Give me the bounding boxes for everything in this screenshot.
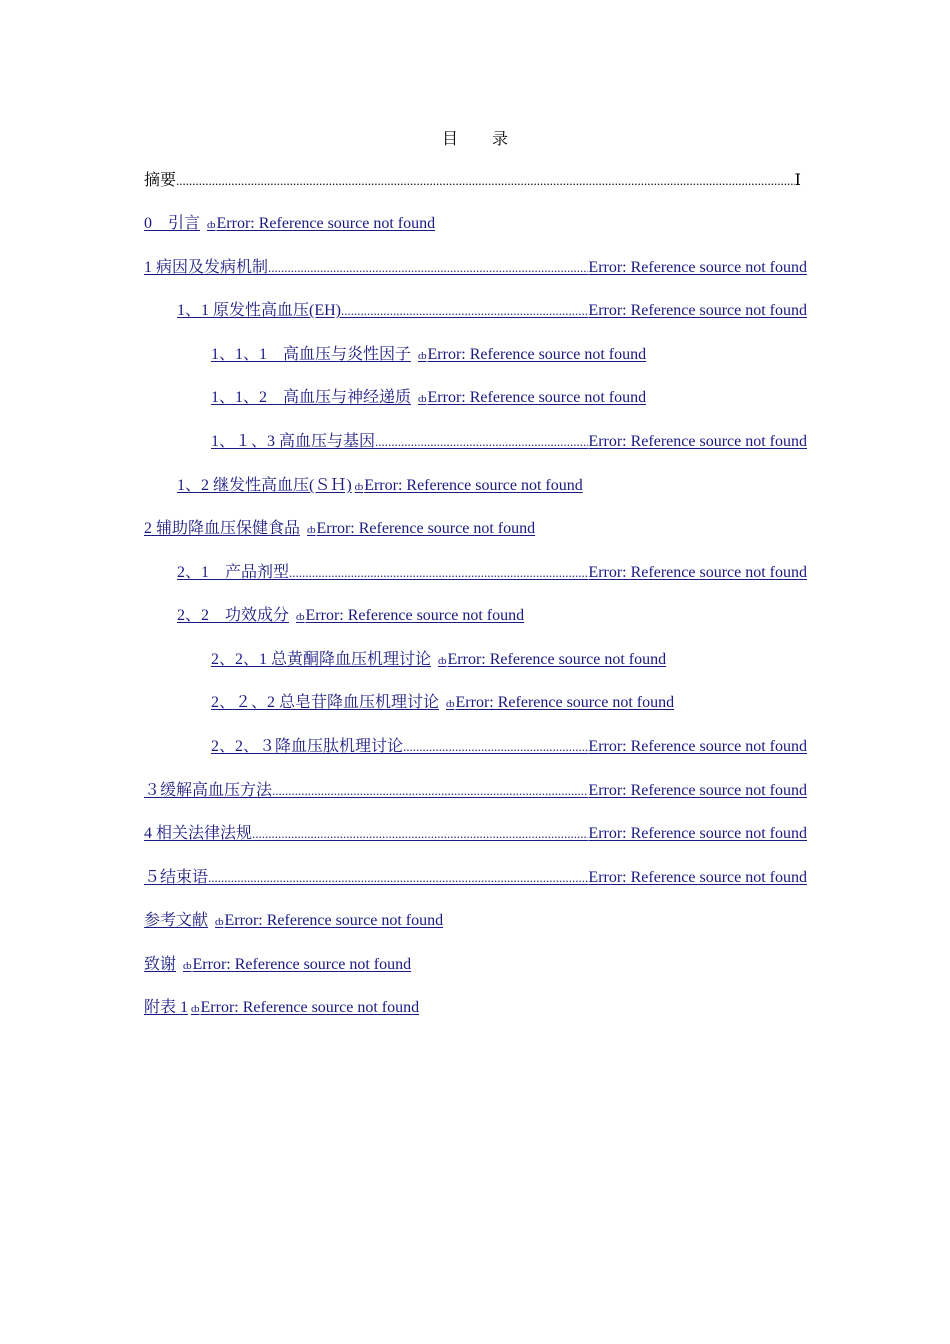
toc-anchor-mark: ȸ	[215, 916, 224, 928]
toc-entry-inflammatory-factors[interactable]	[211, 344, 646, 366]
toc-leader-dots	[375, 431, 588, 453]
toc-entry-appendix-table[interactable]	[144, 997, 419, 1019]
toc-entry-page: Error: Reference source not found	[192, 956, 412, 973]
toc-entry-page: Error: Reference source not found	[200, 999, 420, 1016]
toc-anchor-mark: ȸ	[207, 219, 216, 231]
toc-entry-primary-hypertension[interactable]	[177, 300, 807, 322]
toc-entry-regulations[interactable]	[144, 823, 807, 845]
toc-anchor-mark: ȸ	[191, 1003, 200, 1015]
toc-leader-dots	[252, 823, 588, 845]
toc-entry-peptides[interactable]	[211, 736, 807, 758]
toc-leader-dots	[289, 562, 588, 584]
toc-title-part2: 录	[492, 131, 509, 148]
toc-entry-secondary-hypertension[interactable]	[177, 475, 583, 497]
toc-entry-introduction[interactable]	[144, 213, 435, 235]
toc-entry-dosage-forms[interactable]	[177, 562, 807, 584]
toc-anchor-mark: ȸ	[354, 481, 364, 493]
toc-leader-dots	[341, 300, 588, 322]
toc-entry-label: 2、2、1 总黄酮降血压机理讨论	[211, 651, 432, 668]
toc-entry-label: 附表 1	[144, 999, 189, 1016]
toc-title	[0, 126, 950, 149]
toc-entry-label: 2、２、2 总皂苷降血压机理讨论	[211, 694, 440, 711]
toc-anchor-mark: ȸ	[307, 524, 316, 536]
toc-entry-page: Error: Reference source not found	[588, 259, 807, 276]
toc-entry-page: Error: Reference source not found	[427, 389, 647, 406]
toc-entry-label: ３缓解高血压方法	[144, 782, 273, 799]
toc-entry-page: Error: Reference source not found	[316, 520, 536, 537]
toc-entry-label: 参考文献	[144, 912, 209, 929]
toc-entry-health-foods[interactable]	[144, 518, 535, 540]
toc-entry-active-ingredients[interactable]	[177, 605, 524, 627]
toc-entry-label: 0 引言	[144, 215, 201, 232]
toc-entry-label: 2、1 产品剂型	[177, 564, 290, 581]
toc-entry-abstract[interactable]	[144, 170, 807, 192]
toc-anchor-mark: ȸ	[438, 655, 447, 667]
toc-entry-page: Error: Reference source not found	[588, 825, 807, 842]
toc-entry-label: 1、1、1 高血压与炎性因子	[211, 346, 412, 363]
toc-entry-saponins[interactable]	[211, 692, 674, 714]
toc-entry-page: Error: Reference source not found	[455, 694, 675, 711]
toc-entry-page: Error: Reference source not found	[588, 869, 807, 886]
toc-entry-page: Ⅰ	[794, 172, 801, 189]
toc-entry-page: Error: Reference source not found	[447, 651, 667, 668]
toc-anchor-mark: ȸ	[296, 611, 305, 623]
toc-leader-dots	[272, 780, 588, 802]
toc-entry-label: 1、１、3 高血压与基因	[211, 433, 376, 450]
toc-entry-label: 2、2、３降血压肽机理讨论	[211, 738, 404, 755]
toc-anchor-mark: ȸ	[183, 960, 192, 972]
toc-entry-page: Error: Reference source not found	[588, 738, 807, 755]
toc-entry-label: 1 病因及发病机制	[144, 259, 269, 276]
toc-entry-label: ５结束语	[144, 869, 209, 886]
toc-entry-page: Error: Reference source not found	[588, 782, 807, 799]
toc-anchor-mark: ȸ	[418, 350, 427, 362]
toc-entry-label: 1、1、2 高血压与神经递质	[211, 389, 412, 406]
toc-entry-label: 2、2 功效成分	[177, 607, 290, 624]
toc-entry-conclusion[interactable]	[144, 867, 807, 889]
toc-anchor-mark: ȸ	[418, 393, 427, 405]
toc-entry-page: Error: Reference source not found	[588, 564, 807, 581]
toc-entry-page: Error: Reference source not found	[224, 912, 444, 929]
toc-entry-acknowledgements[interactable]	[144, 954, 411, 976]
toc-entry-etiology[interactable]	[144, 257, 807, 279]
toc-leader-dots	[403, 736, 588, 758]
toc-title-part1: 目	[441, 131, 458, 148]
toc-entry-flavonoids[interactable]	[211, 649, 666, 671]
toc-entry-label: 2 辅助降血压保健食品	[144, 520, 301, 537]
toc-entry-references[interactable]	[144, 910, 443, 932]
toc-entry-label: 致谢	[144, 956, 177, 973]
toc-entry-label: 4 相关法律法规	[144, 825, 253, 842]
toc-entry-page: Error: Reference source not found	[588, 302, 807, 319]
toc-entry-page: Error: Reference source not found	[427, 346, 647, 363]
toc-entry-page: Error: Reference source not found	[305, 607, 525, 624]
toc-entry-genes[interactable]	[211, 431, 807, 453]
toc-entry-page: Error: Reference source not found	[364, 477, 583, 494]
toc-entry-label: 1、2 继发性高血压(ＳＨ)	[177, 477, 352, 494]
toc-entry-label: 摘要	[144, 172, 177, 189]
toc-entry-neurotransmitters[interactable]	[211, 387, 646, 409]
toc-leader-dots	[176, 170, 795, 192]
toc-leader-dots	[208, 867, 588, 889]
toc-entry-label: 1、1 原发性高血压(EH)	[177, 302, 341, 319]
toc-leader-dots	[268, 257, 588, 279]
toc-anchor-mark: ȸ	[446, 698, 455, 710]
toc-entry-page: Error: Reference source not found	[588, 433, 807, 450]
toc-entry-relief-methods[interactable]	[144, 780, 807, 802]
toc-entry-page: Error: Reference source not found	[216, 215, 436, 232]
